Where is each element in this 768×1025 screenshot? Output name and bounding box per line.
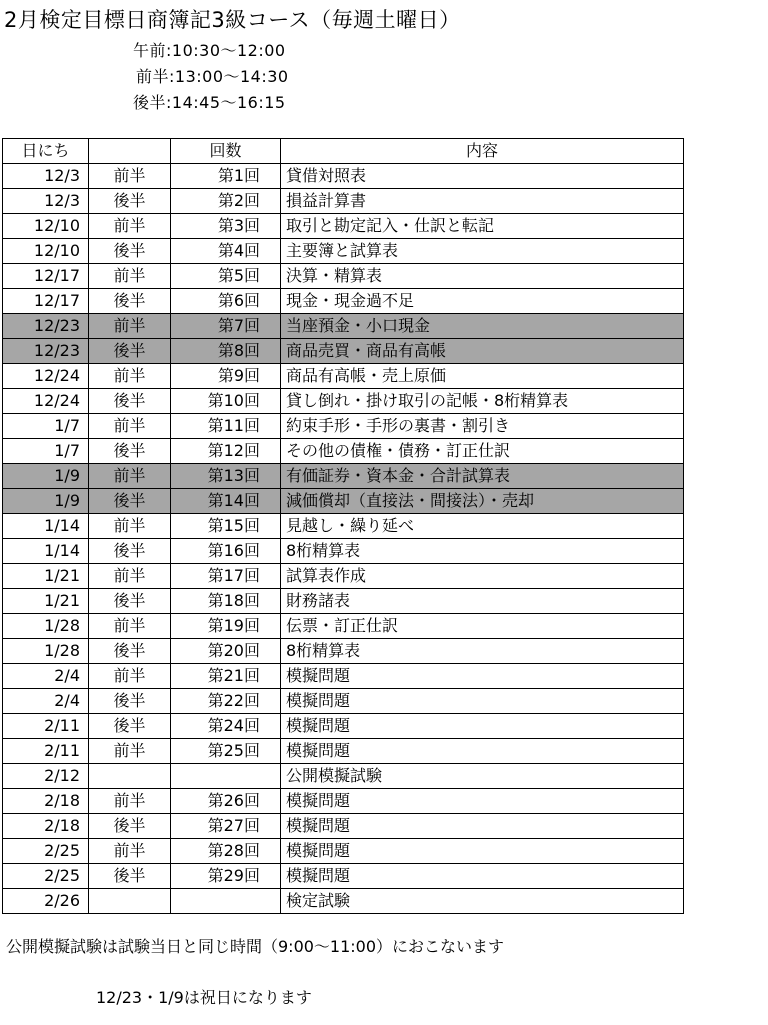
table-header-row	[3, 139, 684, 164]
date-cell: 2/11	[3, 714, 89, 739]
half-cell: 後半	[89, 814, 171, 839]
half-cell: 前半	[89, 264, 171, 289]
content-cell: 8桁精算表	[281, 539, 684, 564]
content-cell: 模擬問題	[281, 714, 684, 739]
table-row	[3, 764, 684, 789]
half-cell: 前半	[89, 314, 171, 339]
half-cell: 後半	[89, 389, 171, 414]
half-cell: 後半	[89, 864, 171, 889]
session-number-cell: 第26回	[171, 789, 281, 814]
date-cell: 2/26	[3, 889, 89, 914]
content-cell: 取引と勘定記入・仕訳と転記	[281, 214, 684, 239]
session-number-cell: 第27回	[171, 814, 281, 839]
content-cell: 模擬問題	[281, 664, 684, 689]
date-cell: 2/4	[3, 689, 89, 714]
table-row	[3, 389, 684, 414]
date-cell: 12/3	[3, 189, 89, 214]
schedule-body	[3, 164, 684, 914]
session-number-cell: 第14回	[171, 489, 281, 514]
content-cell: 模擬問題	[281, 789, 684, 814]
date-cell: 1/7	[3, 414, 89, 439]
half-cell: 前半	[89, 214, 171, 239]
session-number-cell: 第6回	[171, 289, 281, 314]
content-cell: 模擬問題	[281, 689, 684, 714]
half-cell: 前半	[89, 614, 171, 639]
content-cell: 商品売買・商品有高帳	[281, 339, 684, 364]
date-cell: 2/11	[3, 739, 89, 764]
half-cell: 後半	[89, 439, 171, 464]
half-cell: 前半	[89, 464, 171, 489]
content-cell: 8桁精算表	[281, 639, 684, 664]
table-row	[3, 364, 684, 389]
date-cell: 1/9	[3, 489, 89, 514]
content-cell: 試算表作成	[281, 564, 684, 589]
content-cell: 模擬問題	[281, 864, 684, 889]
half-cell: 後半	[89, 689, 171, 714]
half-cell: 前半	[89, 364, 171, 389]
date-cell: 2/4	[3, 664, 89, 689]
note-mock-exam: 公開模擬試験は試験当日と同じ時間（9:00〜11:00）におこないます	[6, 937, 505, 956]
content-cell: その他の債権・債務・訂正仕訳	[281, 439, 684, 464]
session-number-cell: 第13回	[171, 464, 281, 489]
table-row	[3, 339, 684, 364]
column-header-content: 内容	[281, 139, 684, 164]
date-cell: 2/25	[3, 839, 89, 864]
content-cell: 公開模擬試験	[281, 764, 684, 789]
date-cell: 12/17	[3, 264, 89, 289]
table-row	[3, 589, 684, 614]
half-cell	[89, 764, 171, 789]
content-cell: 財務諸表	[281, 589, 684, 614]
content-cell: 当座預金・小口現金	[281, 314, 684, 339]
session-number-cell: 第11回	[171, 414, 281, 439]
column-header-date: 日にち	[3, 139, 89, 164]
half-cell: 後半	[89, 539, 171, 564]
date-cell: 12/17	[3, 289, 89, 314]
date-cell: 2/25	[3, 864, 89, 889]
table-row	[3, 739, 684, 764]
table-row	[3, 864, 684, 889]
table-row	[3, 839, 684, 864]
session-time-morning: 午前:10:30〜12:00	[133, 41, 286, 60]
table-row	[3, 714, 684, 739]
half-cell: 前半	[89, 514, 171, 539]
page-title: 2月検定目標日商簿記3級コース（毎週土曜日）	[4, 8, 461, 32]
half-cell: 前半	[89, 414, 171, 439]
session-number-cell	[171, 889, 281, 914]
table-row	[3, 689, 684, 714]
session-number-cell: 第4回	[171, 239, 281, 264]
session-number-cell: 第17回	[171, 564, 281, 589]
session-number-cell: 第25回	[171, 739, 281, 764]
date-cell: 1/14	[3, 514, 89, 539]
half-cell: 後半	[89, 639, 171, 664]
table-row	[3, 514, 684, 539]
session-time-first-half: 前半:13:00〜14:30	[136, 67, 289, 86]
content-cell: 模擬問題	[281, 814, 684, 839]
date-cell: 1/28	[3, 639, 89, 664]
half-cell: 前半	[89, 789, 171, 814]
content-cell: 主要簿と試算表	[281, 239, 684, 264]
half-cell: 前半	[89, 739, 171, 764]
table-row	[3, 889, 684, 914]
date-cell: 2/12	[3, 764, 89, 789]
table-row	[3, 289, 684, 314]
half-cell: 後半	[89, 339, 171, 364]
table-row	[3, 814, 684, 839]
date-cell: 12/23	[3, 314, 89, 339]
session-number-cell: 第5回	[171, 264, 281, 289]
half-cell: 後半	[89, 189, 171, 214]
table-row	[3, 414, 684, 439]
content-cell: 商品有高帳・売上原価	[281, 364, 684, 389]
schedule-table	[2, 138, 684, 914]
session-number-cell: 第9回	[171, 364, 281, 389]
date-cell: 1/14	[3, 539, 89, 564]
content-cell: 見越し・繰り延べ	[281, 514, 684, 539]
table-row	[3, 264, 684, 289]
half-cell: 後半	[89, 239, 171, 264]
half-cell: 後半	[89, 289, 171, 314]
session-number-cell: 第10回	[171, 389, 281, 414]
table-row	[3, 164, 684, 189]
session-number-cell: 第1回	[171, 164, 281, 189]
table-row	[3, 214, 684, 239]
table-row	[3, 664, 684, 689]
session-number-cell: 第7回	[171, 314, 281, 339]
half-cell: 前半	[89, 664, 171, 689]
date-cell: 12/10	[3, 239, 89, 264]
table-row	[3, 239, 684, 264]
half-cell: 前半	[89, 839, 171, 864]
session-number-cell: 第3回	[171, 214, 281, 239]
content-cell: 貸借対照表	[281, 164, 684, 189]
session-number-cell: 第2回	[171, 189, 281, 214]
session-number-cell: 第18回	[171, 589, 281, 614]
session-number-cell	[171, 764, 281, 789]
half-cell: 前半	[89, 564, 171, 589]
table-row	[3, 464, 684, 489]
date-cell: 1/21	[3, 589, 89, 614]
date-cell: 1/7	[3, 439, 89, 464]
session-number-cell: 第24回	[171, 714, 281, 739]
date-cell: 2/18	[3, 814, 89, 839]
date-cell: 2/18	[3, 789, 89, 814]
half-cell: 前半	[89, 164, 171, 189]
half-cell: 後半	[89, 489, 171, 514]
date-cell: 12/3	[3, 164, 89, 189]
content-cell: 有価証券・資本金・合計試算表	[281, 464, 684, 489]
date-cell: 1/9	[3, 464, 89, 489]
session-number-cell: 第28回	[171, 839, 281, 864]
content-cell: 貸し倒れ・掛け取引の記帳・8桁精算表	[281, 389, 684, 414]
table-row	[3, 789, 684, 814]
column-header-half	[89, 139, 171, 164]
half-cell: 後半	[89, 589, 171, 614]
session-number-cell: 第15回	[171, 514, 281, 539]
table-row	[3, 189, 684, 214]
table-row	[3, 564, 684, 589]
session-number-cell: 第19回	[171, 614, 281, 639]
date-cell: 1/28	[3, 614, 89, 639]
date-cell: 12/24	[3, 364, 89, 389]
content-cell: 模擬問題	[281, 839, 684, 864]
table-row	[3, 539, 684, 564]
content-cell: 現金・現金過不足	[281, 289, 684, 314]
session-time-second-half: 後半:14:45〜16:15	[133, 93, 286, 112]
content-cell: 模擬問題	[281, 739, 684, 764]
session-number-cell: 第20回	[171, 639, 281, 664]
session-number-cell: 第12回	[171, 439, 281, 464]
column-header-number: 回数	[171, 139, 281, 164]
content-cell: 伝票・訂正仕訳	[281, 614, 684, 639]
session-number-cell: 第16回	[171, 539, 281, 564]
session-number-cell: 第22回	[171, 689, 281, 714]
content-cell: 損益計算書	[281, 189, 684, 214]
date-cell: 12/24	[3, 389, 89, 414]
session-number-cell: 第29回	[171, 864, 281, 889]
session-number-cell: 第8回	[171, 339, 281, 364]
content-cell: 約束手形・手形の裏書・割引き	[281, 414, 684, 439]
note-holiday: 12/23・1/9は祝日になります	[96, 988, 312, 1007]
date-cell: 12/23	[3, 339, 89, 364]
content-cell: 減価償却（直接法・間接法）・売却	[281, 489, 684, 514]
session-number-cell: 第21回	[171, 664, 281, 689]
content-cell: 決算・精算表	[281, 264, 684, 289]
table-row	[3, 314, 684, 339]
content-cell: 検定試験	[281, 889, 684, 914]
table-row	[3, 439, 684, 464]
date-cell: 1/21	[3, 564, 89, 589]
half-cell	[89, 889, 171, 914]
half-cell: 後半	[89, 714, 171, 739]
table-row	[3, 614, 684, 639]
date-cell: 12/10	[3, 214, 89, 239]
table-row	[3, 489, 684, 514]
table-row	[3, 639, 684, 664]
